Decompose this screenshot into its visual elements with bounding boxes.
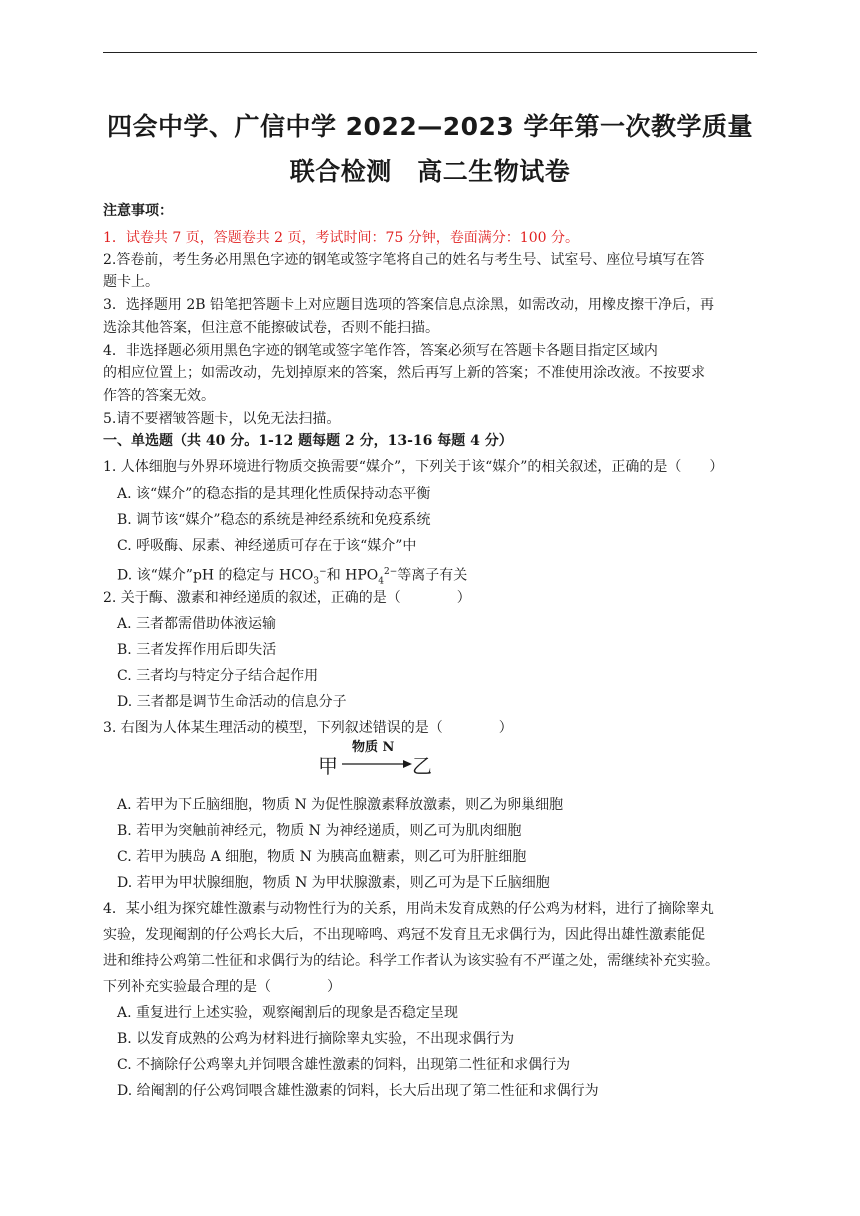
notice-item-2-line2: 题卡上。	[103, 274, 159, 290]
notice-item-3-line2: 选涂其他答案，但注意不能擦破试卷，否则不能扫描。	[103, 320, 439, 336]
question-4-option-a: A. 重复进行上述实验，观察阉割后的现象是否稳定呈现	[117, 1005, 459, 1021]
question-4-stem-line4: 下列补充实验最合理的是（ ）	[103, 979, 341, 995]
question-4-option-b: B. 以发育成熟的公鸡为材料进行摘除睾丸实验，不出现求偶行为	[117, 1031, 515, 1047]
question-1-option-d: D. 该“媒介”pH 的稳定与 $HCO_3^-$和 $HPO_4^{2-}$等离子有关	[117, 567, 468, 587]
question-2-option-b: B. 三者发挥作用后即失活	[117, 642, 277, 658]
question-2-stem: 2. 关于酶、激素和神经递质的叙述，正确的是（ ）	[103, 590, 471, 606]
notice-item-4-line1: 4．非选择题必须用黑色字迹的钢笔或签字笔作答，答案必须写在答题卡各题目指定区域内	[103, 343, 658, 359]
notice-item-5: 5.请不要褶皱答题卡，以免无法扫描。	[103, 411, 341, 427]
question-4-option-d: D. 给阉割的仔公鸡饲喂含雄性激素的饲料，长大后出现了第二性征和求偶行为	[117, 1083, 599, 1099]
right-arrow-icon	[342, 758, 412, 770]
question-3-option-c: C. 若甲为胰岛 A 细胞，物质 N 为胰高血糖素，则乙可为肝脏细胞	[117, 849, 527, 865]
header-rule	[103, 52, 757, 53]
question-3-option-b: B. 若甲为突触前神经元，物质 N 为神经递质，则乙可为肌肉细胞	[117, 823, 522, 839]
question-1-option-a: A. 该“媒介”的稳态指的是其理化性质保持动态平衡	[117, 486, 431, 502]
question-2-option-d: D. 三者都是调节生命活动的信息分子	[117, 694, 347, 710]
question-4-stem-line1: 4．某小组为探究雄性激素与动物性行为的关系，用尚未发育成熟的仔公鸡为材料，进行了摘除睾丸	[103, 901, 714, 917]
question-3-option-d: D. 若甲为甲状腺细胞，物质 N 为甲状腺激素，则乙可为是下丘脑细胞	[117, 875, 550, 891]
notice-item-3-line1: 3．选择题用 2B 铅笔把答题卡上对应题目选项的答案信息点涂黑，如需改动，用橡皮擦干净后，再	[103, 297, 715, 313]
exam-title-line1: 四会中学、广信中学 2022—2023 学年第一次教学质量	[106, 112, 754, 141]
notice-heading: 注意事项：	[103, 203, 173, 219]
question-4-stem-line3: 进和维持公鸡第二性征和求偶行为的结论。科学工作者认为该实验有不严谨之处，需继续补充实验。	[103, 953, 719, 969]
question-2-option-c: C. 三者均与特定分子结合起作用	[117, 668, 319, 684]
question-4-option-c: C. 不摘除仔公鸡睾丸并饲喂含雄性激素的饲料，出现第二性征和求偶行为	[117, 1057, 571, 1073]
signal-model-diagram	[318, 740, 438, 782]
question-3-stem: 3. 右图为人体某生理活动的模型，下列叙述错误的是（ ）	[103, 720, 513, 736]
exam-title-line2: 联合检测 高二生物试卷	[289, 157, 571, 186]
section-heading: 一、单选题（共 40 分。1-12 题每题 2 分，13-16 每题 4 分）	[103, 433, 513, 449]
diagram-target-label: 乙	[412, 754, 432, 778]
notice-item-1: 1．试卷共 7 页，答题卷共 2 页，考试时间：75 分钟，卷面满分：100 分。	[103, 230, 579, 246]
question-3-option-a: A. 若甲为下丘脑细胞，物质 N 为促性腺激素释放激素，则乙为卵巢细胞	[117, 797, 564, 813]
notice-item-4-line2: 的相应位置上；如需改动，先划掉原来的答案，然后再写上新的答案；不准使用涂改液。不按要求	[103, 365, 705, 381]
question-2-option-a: A. 三者都需借助体液运输	[117, 616, 277, 632]
question-1-option-c: C. 呼吸酶、尿素、神经递质可存在于该“媒介”中	[117, 538, 417, 554]
diagram-arrow-label: 物质 N	[352, 740, 395, 755]
question-4-stem-line2: 实验，发现阉割的仔公鸡长大后，不出现啼鸣、鸡冠不发育且无求偶行为，因此得出雄性激素能促	[103, 927, 705, 943]
notice-item-4-line3: 作答的答案无效。	[103, 388, 215, 404]
notice-item-2-line1: 2.答卷前，考生务必用黑色字迹的钢笔或签字笔将自己的姓名与考生号、试室号、座位号填写在答	[103, 252, 705, 268]
question-1-stem: 1. 人体细胞与外界环境进行物质交换需要“媒介”，下列关于该“媒介”的相关叙述，正确的是（ ）	[103, 459, 724, 475]
question-1-option-b: B. 调节该“媒介”稳态的系统是神经系统和免疫系统	[117, 512, 431, 528]
diagram-source-label: 甲	[318, 754, 338, 778]
